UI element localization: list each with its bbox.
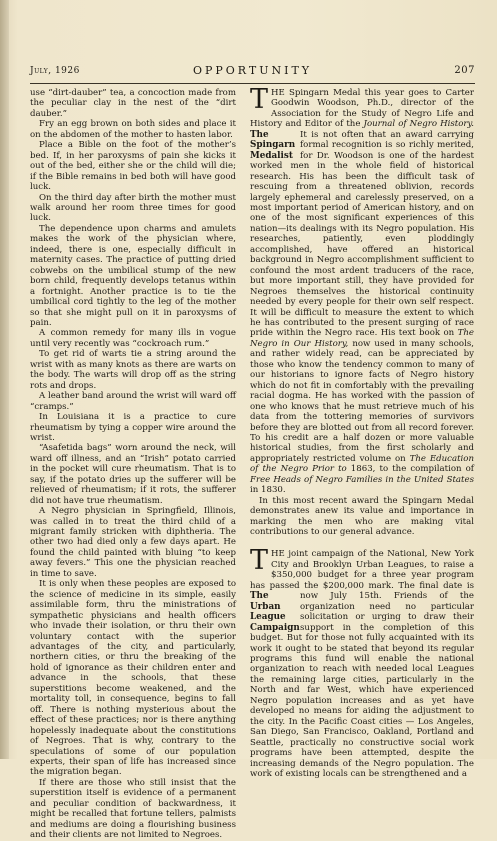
paragraph: It is only when these peoples are exposed to the science of medicine in its simple, easily assimilable form, thru the ministrations of sympathetic physicians and health officers who invade their isolation, or thru their own voluntary contact with the superior advantages of the city, and particularly, northern cities, or thru the breaking of the hold of ignorance as their children enter and advance in the schools, that these superstitions become weakened, and the mortality toll, in consequence, begins to fall off. There is nothing mysterious about the effect of these practices; nor is there anything hopelessly inadequate about the constitutions of Negroes. That is why, contrary to the speculations of some of our population experts, their span of life has increased since the migration began.: [30, 579, 236, 778]
book-title: Free Heads of Negro Families in the United States: [250, 474, 474, 485]
body-text: It is not often that an award carrying formal recognition is so richly merited, for Dr. Woodson is one of the hardest worked men in the whole field of historical research. His has been the difficult task of rescuing from a threatened oblivion, records largely ephemeral and carelessly preserved, on a most important period of American history, and on one of the most significant experiences of this nation—its dealings with its Negro population. His researches, patiently, even ploddingly accomplished, have offered an historical background in Negro accomplishment sufficient to confound the most ardent traducers of the race, but more important still, they have provided for Negroes themselves the historical continuity needed by every people for their own self respect. It will be difficult to measure the extent to which he has contributed to the present surging of race pride within the Negro race. His text book on: [250, 129, 474, 339]
issue-date: July, 1926: [30, 66, 80, 76]
binding-gutter: [0, 0, 9, 759]
intro-text: HE Spingarn Medal this year goes to Carter Goodwin Woodson, Ph.D., director of the Association for the Study of Negro Life and History and Editor of the: [250, 88, 474, 130]
body-text: 1863, to the compilation of: [346, 464, 474, 475]
paragraph: “Asafetida bags” worn around the neck, will ward off illness, and an “Irish” potato carried in the pocket will cure rheumatism. That is to say, if the potato dries up the sufferer will be relieved of rheumatism; if it rots, the sufferer did not have true rheumatism.: [30, 443, 236, 506]
paragraph: On the third day after birth the mother must walk around her room three times for good luck.: [30, 192, 236, 224]
book-title: The Education of the Negro Prior to: [250, 453, 474, 475]
paragraph: A common remedy for many ills in vogue until very recently was “cockroach rum.”: [30, 328, 236, 349]
urban-league-editorial: [250, 545, 474, 779]
paragraph: In Louisiana it is a practice to cure rheumatism by tying a copper wire around the wrist.: [30, 412, 236, 443]
page-number: 207: [454, 65, 475, 76]
body-text: Friends of the organization need no particular solicitation or urging to draw their support in the completion of this budget. But for those not fully acquainted with its work it ought to be stated that beyond its regular programs this fund will enable the national organization to reach with needed local Leagues the remaining large cities, particularly in the North and far West, which have experienced Negro population increases and as yet have developed no means for aiding the adjustment to the city. In the Pacific Coast cities — Los Angeles, San Diego, San Francisco, Oakland, Portland and Seattle, practically no constructive social work programs have been attempted, despite the increasing demands of the Negro population. The work of existing locals can be strengthened and a: [250, 591, 474, 779]
paragraph: Fry an egg brown on both sides and place it on the abdomen of the mother to hasten labor.: [30, 119, 236, 140]
paragraph: Place a Bible on the foot of the mother’s bed. If, in her paroxysms of pain she kicks it out of the bed, either she or the child will die; if the Bible remains in bed both will have good luck.: [30, 140, 236, 193]
paragraph: In this most recent award the Spingarn Medal demonstrates anew its value and importance in marking the men who are making vital contributions to our general advance.: [250, 495, 474, 538]
paragraph: use “dirt-dauber” tea, a concoction made from the peculiar clay in the nest of the “dirt dauber.”: [30, 88, 236, 119]
paragraph: If there are those who still insist that the superstition itself is evidence of a permanent and peculiar condition of backwardness, it might be recalled that fortune tellers, palmists and mediums are doing a flourishing business and their clients are not limited to Negroes.: [30, 777, 236, 841]
book-title: The Negro in Our History,: [250, 328, 474, 349]
intro-text: HE joint campaign of the National, New York City and Brooklyn Urban Leagues, to raise a $350,000 budget for a three year program has passed the $200,000 mark. The final date is now July 15th.: [250, 549, 474, 602]
drop-cap: T: [250, 545, 269, 577]
journal-title: OPPORTUNITY: [192, 64, 313, 77]
journal-name: Journal of Negro History.: [363, 119, 474, 130]
right-column: [250, 84, 474, 779]
body-text: in 1830.: [250, 485, 286, 496]
paragraph: To get rid of warts tie a string around the wrist with as many knots as there are warts on the body. The warts will drop off as the string rots and drops.: [30, 349, 236, 391]
body-text: now used in many schools, and rather widely read, can be appreciated by those who know the tendency common to many of our historians to ignore facts of Negro history which do not fit in comfortably with the prevailing racial dogma. He has worked with the passion of one who knows that he must retrieve much of his data from the tottering memories of survivors before they are blotted out from all record forever. To his credit are a half dozen or more valuable historical studies, from the first scholarly and appropriately restricted volume on: [250, 338, 474, 464]
paragraph: The dependence upon charms and amulets makes the work of the physician where, indeed, there is one, especially difficult in maternity cases. The practice of putting dried cobwebs on the umbilical stump of the new born child, frequently develops tetanus within a fortnight. Another practice is to tie the umbilical cord tightly to the leg of the mother so that she might pull on it in paroxysms of pain.: [30, 223, 236, 328]
spingarn-medal-editorial: [250, 84, 474, 538]
left-column: [30, 88, 236, 841]
editorial-intro: [250, 545, 474, 779]
side-heading: The Spingarn Medalist: [250, 129, 296, 161]
drop-cap: T: [250, 84, 269, 115]
editorial-intro: [250, 84, 474, 496]
side-heading: The Urban League Campaign: [250, 591, 300, 633]
paragraph: A Negro physician in Springfield, Illinois, was called in to treat the third child of a migrant family stricken with diphtheria. The other two had died only a few days apart. He found the child painted with bluing “to keep away fevers.” This one the physician reached in time to save.: [30, 506, 236, 579]
paragraph: A leather band around the wrist will ward off “cramps.”: [30, 391, 236, 412]
running-header: [30, 64, 475, 80]
